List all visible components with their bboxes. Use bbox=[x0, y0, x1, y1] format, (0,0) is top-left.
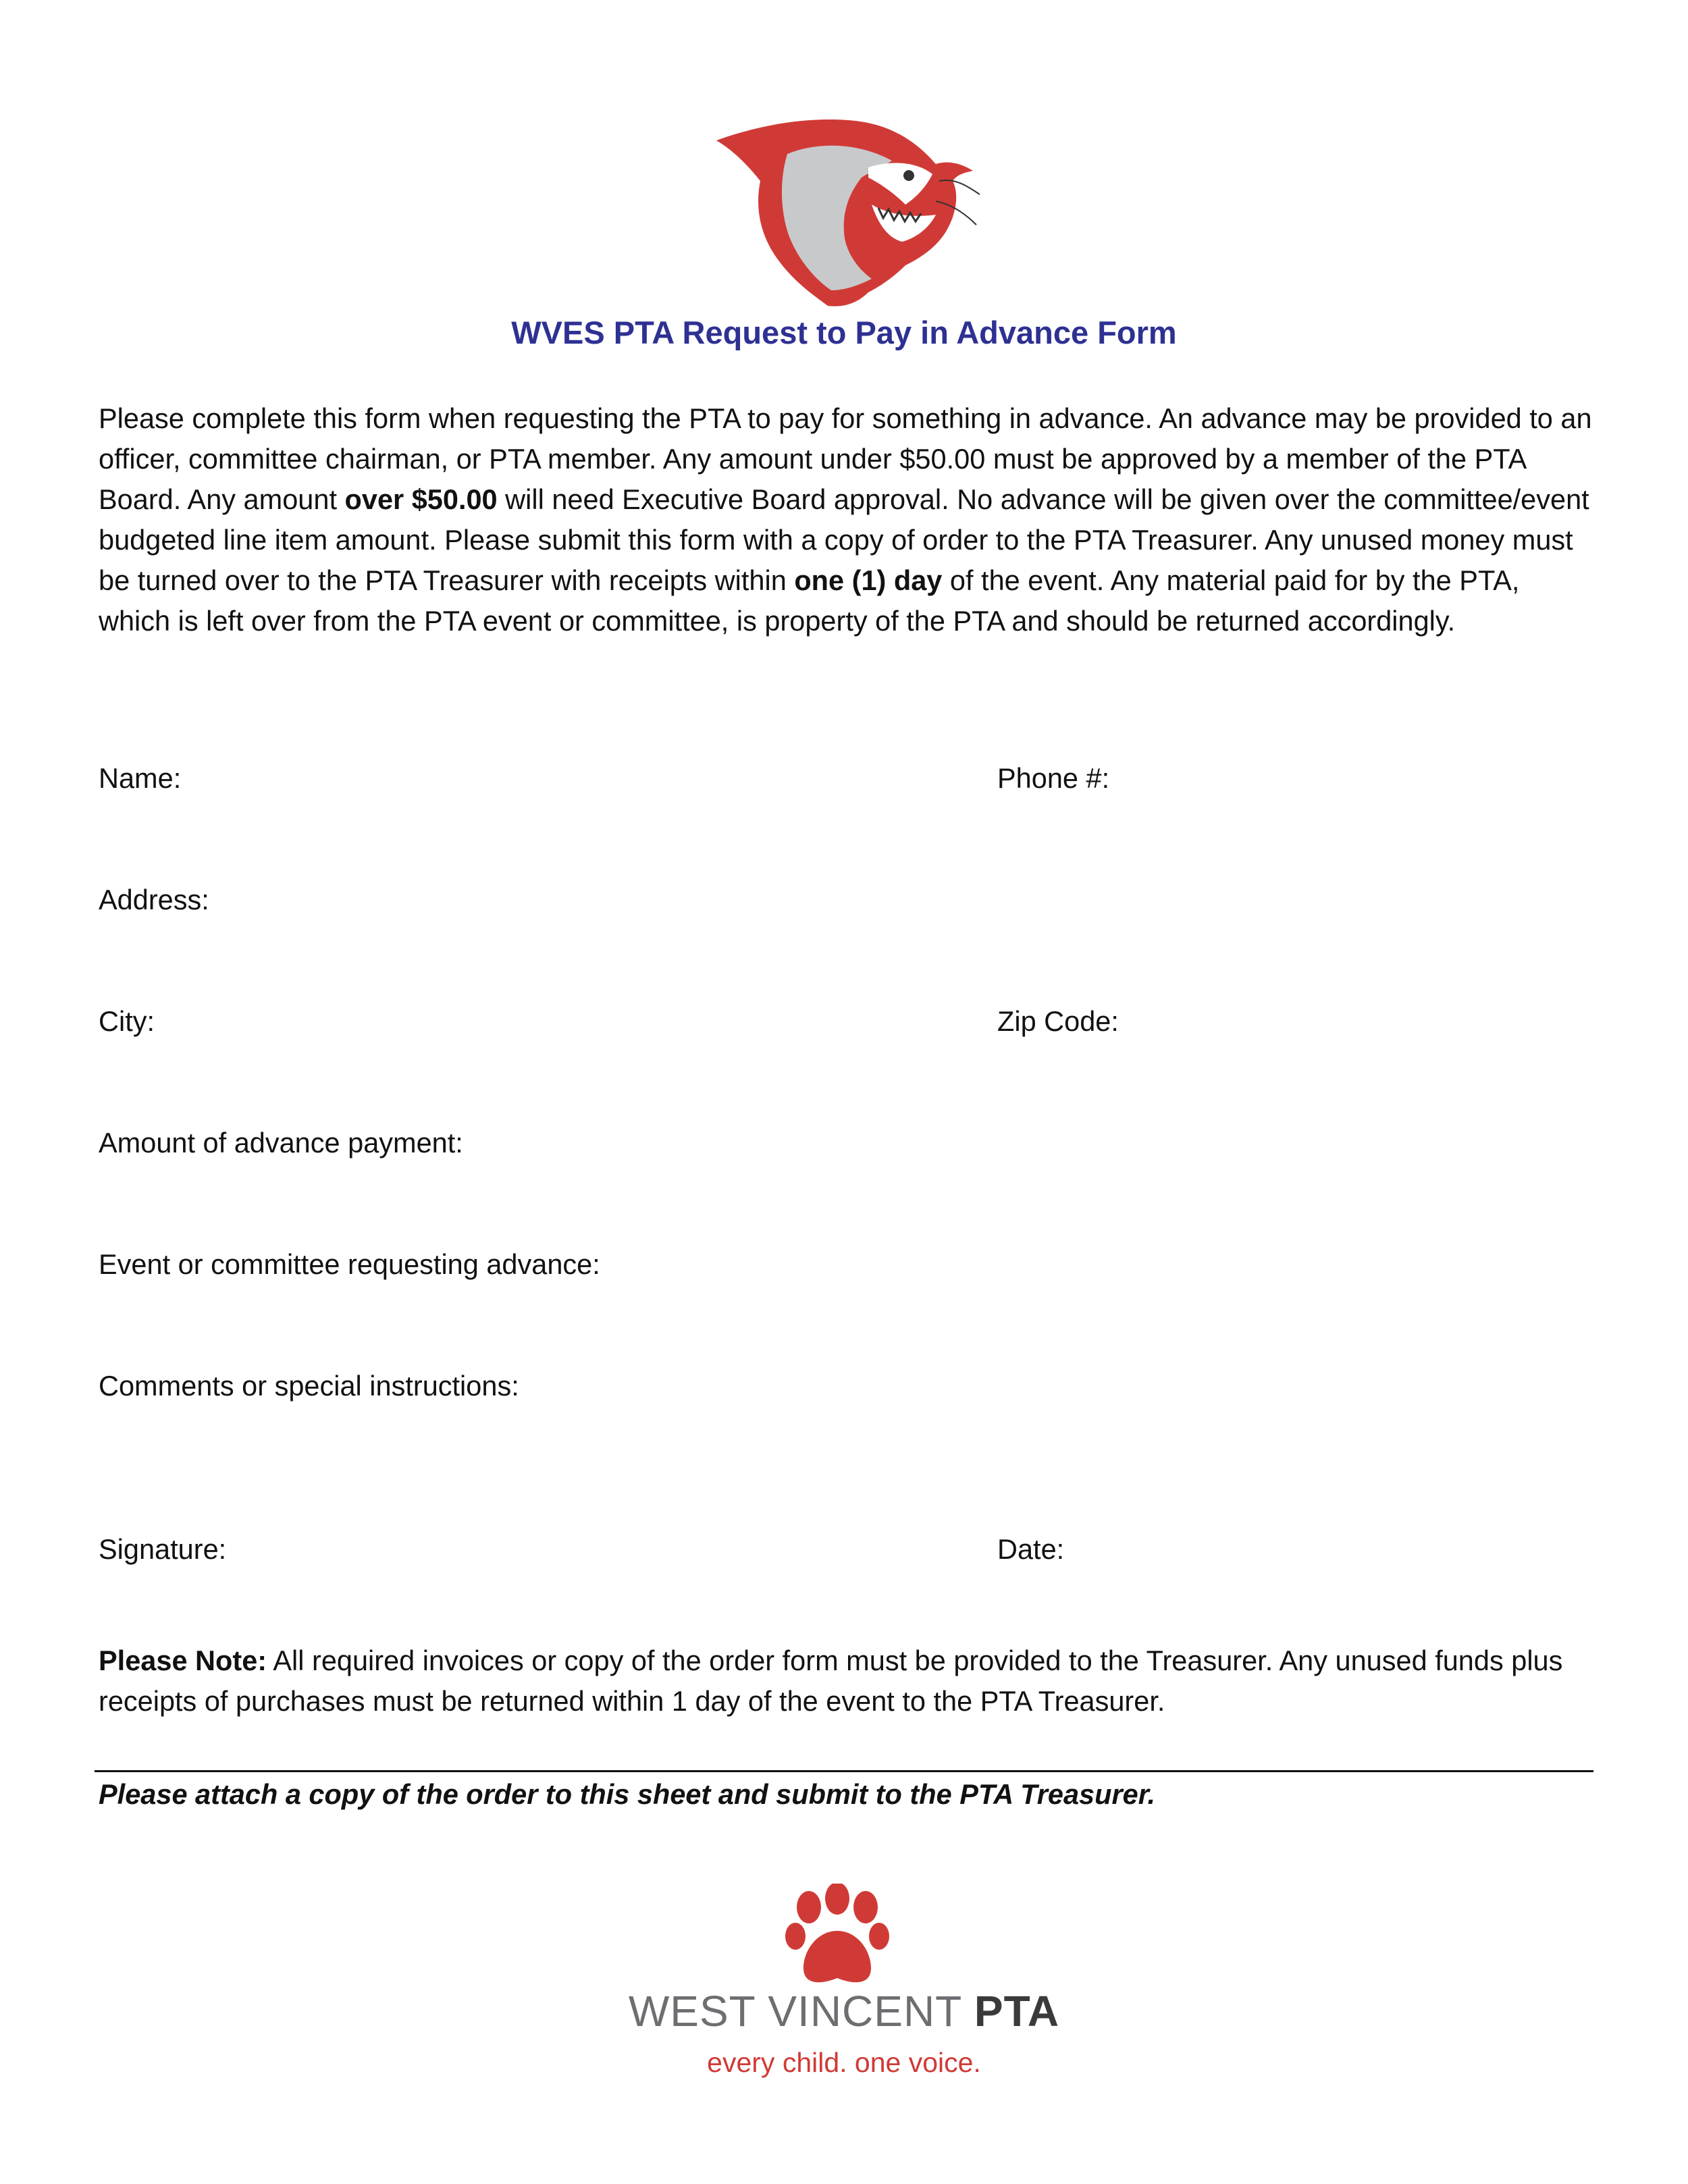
org-name-light: WEST VINCENT bbox=[628, 1987, 974, 2035]
organization-name bbox=[0, 1986, 1688, 2036]
intro-text-1: Please complete this form when requesting the PTA to pay for something in advance. An advance may be provided to an officer, committee chairman, or PTA member. Any amount under $50.00 must be approved by a member of the PTA Board. Any amount bbox=[99, 402, 1592, 515]
note-label: Please Note: bbox=[99, 1645, 267, 1676]
org-name-bold: PTA bbox=[974, 1987, 1060, 2035]
phone-field-label: Phone #: bbox=[997, 762, 1110, 794]
note-text: All required invoices or copy of the order form must be provided to the Treasurer. Any unused funds plus receipts of purchases must be returned within 1 day of the event to the PTA Treasurer. bbox=[99, 1645, 1563, 1717]
wildcat-mascot-icon bbox=[713, 113, 983, 309]
page-title: WVES PTA Request to Pay in Advance Form bbox=[511, 315, 1177, 350]
intro-bold-day: one (1) day bbox=[794, 564, 943, 596]
city-field-label: City: bbox=[99, 1005, 155, 1037]
name-field-label: Name: bbox=[99, 762, 182, 794]
comments-field-label: Comments or special instructions: bbox=[99, 1370, 519, 1402]
signature-field-label: Signature: bbox=[99, 1533, 227, 1565]
tagline: every child. one voice. bbox=[707, 2047, 981, 2078]
date-field-label: Date: bbox=[997, 1533, 1065, 1565]
zip-code-field-label: Zip Code: bbox=[997, 1005, 1119, 1037]
divider bbox=[95, 1770, 1593, 1772]
intro-text-3: of the event. Any material paid for by the PTA, which is left over from the PTA event or committee, is property of the PTA and should be returned accordingly. bbox=[99, 564, 1520, 637]
intro-paragraph bbox=[99, 398, 1594, 641]
amount-field-label: Amount of advance payment: bbox=[99, 1127, 463, 1158]
intro-bold-amount: over $50.00 bbox=[344, 483, 498, 515]
address-field-label: Address: bbox=[99, 884, 209, 915]
event-field-label: Event or committee requesting advance: bbox=[99, 1248, 600, 1280]
attach-instruction: Please attach a copy of the order to this sheet and submit to the PTA Treasurer. bbox=[99, 1778, 1156, 1810]
paw-print-icon bbox=[783, 1884, 891, 1992]
please-note-paragraph bbox=[99, 1641, 1594, 1722]
intro-text-2: will need Executive Board approval. No advance will be given over the committee/event budgeted line item amount. Please submit this form with a copy of order to the PTA Treasurer. Any unused money must be turned over to the PTA Treasurer with receipts within bbox=[99, 483, 1589, 596]
